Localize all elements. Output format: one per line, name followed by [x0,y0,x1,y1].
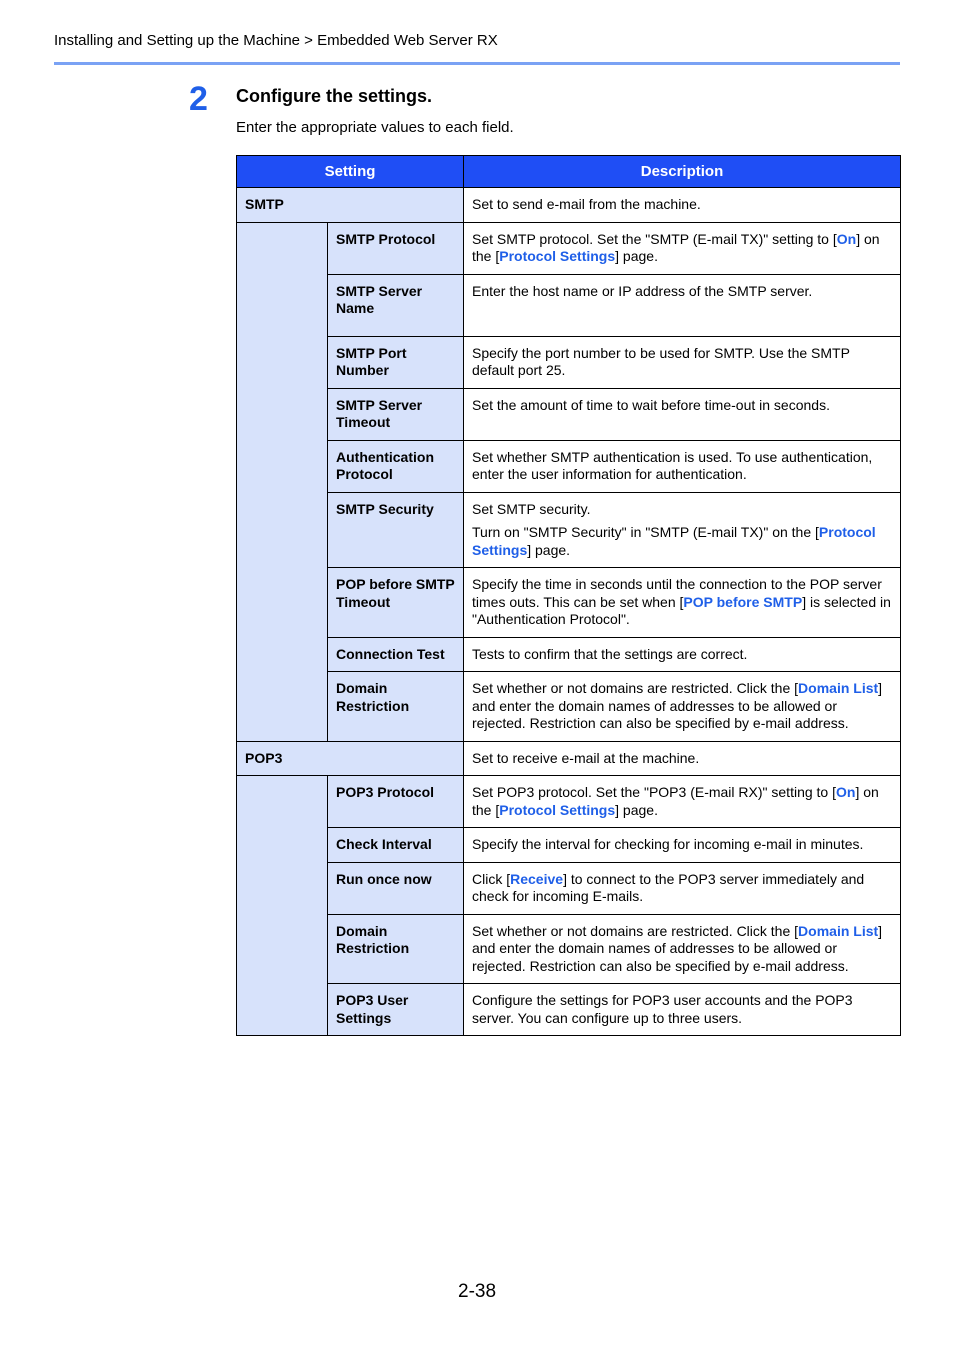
domain-list-link: Domain List [798,922,879,939]
setting-description: Set whether or not domains are restricted. Click the [Domain List] and enter the domain names of addresses to be allowed or rejected. Restriction can also be specified by e-mail address. [464,914,901,984]
setting-description: Configure the settings for POP3 user accounts and the POP3 server. You can configure up to three users. [464,984,901,1036]
protocol-settings-link: Protocol Settings [499,801,616,818]
group-pop3-description: Set to receive e-mail at the machine. [464,741,901,776]
setting-description: Click [Receive] to connect to the POP3 server immediately and check for incoming E-mails. [464,862,901,914]
table-row [237,984,901,1036]
setting-name: Authentication Protocol [328,440,464,492]
table-row [237,672,901,742]
group-smtp-label: SMTP [237,188,464,223]
group-pop3-label: POP3 [237,741,464,776]
setting-description: Enter the host name or IP address of the SMTP server. [464,274,901,336]
setting-name: Domain Restriction [328,914,464,984]
on-link: On [835,784,856,800]
setting-name: SMTP Protocol [328,222,464,274]
table-row [237,637,901,672]
table-row [237,492,901,568]
domain-list-link: Domain List [798,680,879,696]
setting-name: Run once now [328,862,464,914]
table-header-row [237,156,901,188]
setting-name: SMTP Server Name [328,274,464,336]
table-row [237,741,901,776]
table-row [237,388,901,440]
receive-link: Receive [510,870,564,887]
setting-description: Set whether SMTP authentication is used. To use authentication, enter the user information for authentication. [464,440,901,492]
table-row [237,828,901,863]
setting-description: Specify the port number to be used for SMTP. Use the SMTP default port 25. [464,336,901,388]
protocol-settings-link: Protocol Settings [499,248,616,264]
settings-table [236,155,901,1036]
setting-description: Set SMTP protocol. Set the "SMTP (E-mail TX)" setting to [On] on the [Protocol Settings] page. [464,222,901,274]
group-smtp-description: Set to send e-mail from the machine. [464,188,901,223]
setting-name: SMTP Security [328,492,464,568]
setting-name: POP3 User Settings [328,984,464,1036]
table-row [237,914,901,984]
setting-name: SMTP Port Number [328,336,464,388]
step-number: 2 [189,80,208,118]
table-row [237,274,901,336]
setting-column-header: Setting [237,156,464,188]
pop-before-smtp-link: POP before SMTP [683,593,803,610]
header-rule [54,62,900,65]
table-row [237,776,901,828]
table-row [237,336,901,388]
page-number: 2-38 [458,1281,497,1302]
setting-description: Specify the interval for checking for incoming e-mail in minutes. [464,828,901,863]
table-row [237,188,901,223]
group-indent-cell [237,222,328,741]
table-row [237,568,901,638]
setting-description: Set POP3 protocol. Set the "POP3 (E-mail RX)" setting to [On] on the [Protocol Settings] page. [464,776,901,828]
setting-description: Set whether or not domains are restricted. Click the [Domain List] and enter the domain names of addresses to be allowed or rejected. Restriction can also be specified by e-mail address. [464,672,901,742]
setting-name: SMTP Server Timeout [328,388,464,440]
step-title: Configure the settings. [236,86,433,106]
step-subtitle: Enter the appropriate values to each field. [236,119,514,136]
on-link: On [836,230,857,247]
setting-name: POP3 Protocol [328,776,464,828]
breadcrumb: Installing and Setting up the Machine > Embedded Web Server RX [54,32,498,49]
setting-description: Set the amount of time to wait before time-out in seconds. [464,388,901,440]
table-row [237,862,901,914]
protocol-settings-link: Protocol Settings [472,524,876,558]
group-indent-cell [237,776,328,1036]
table-row [237,440,901,492]
setting-name: Domain Restriction [328,672,464,742]
setting-description: Specify the time in seconds until the connection to the POP server times outs. This can be set when [POP before SMTP] is selected in "Authentication Protocol". [464,568,901,638]
setting-description: Tests to confirm that the settings are correct. [464,637,901,672]
setting-name: POP before SMTP Timeout [328,568,464,638]
setting-description: Set SMTP security. Turn on "SMTP Security" in "SMTP (E-mail TX)" on the [Protocol Settings] page. [464,492,901,568]
table-row [237,222,901,274]
description-column-header: Description [464,156,901,188]
setting-name: Connection Test [328,637,464,672]
setting-name: Check Interval [328,828,464,863]
